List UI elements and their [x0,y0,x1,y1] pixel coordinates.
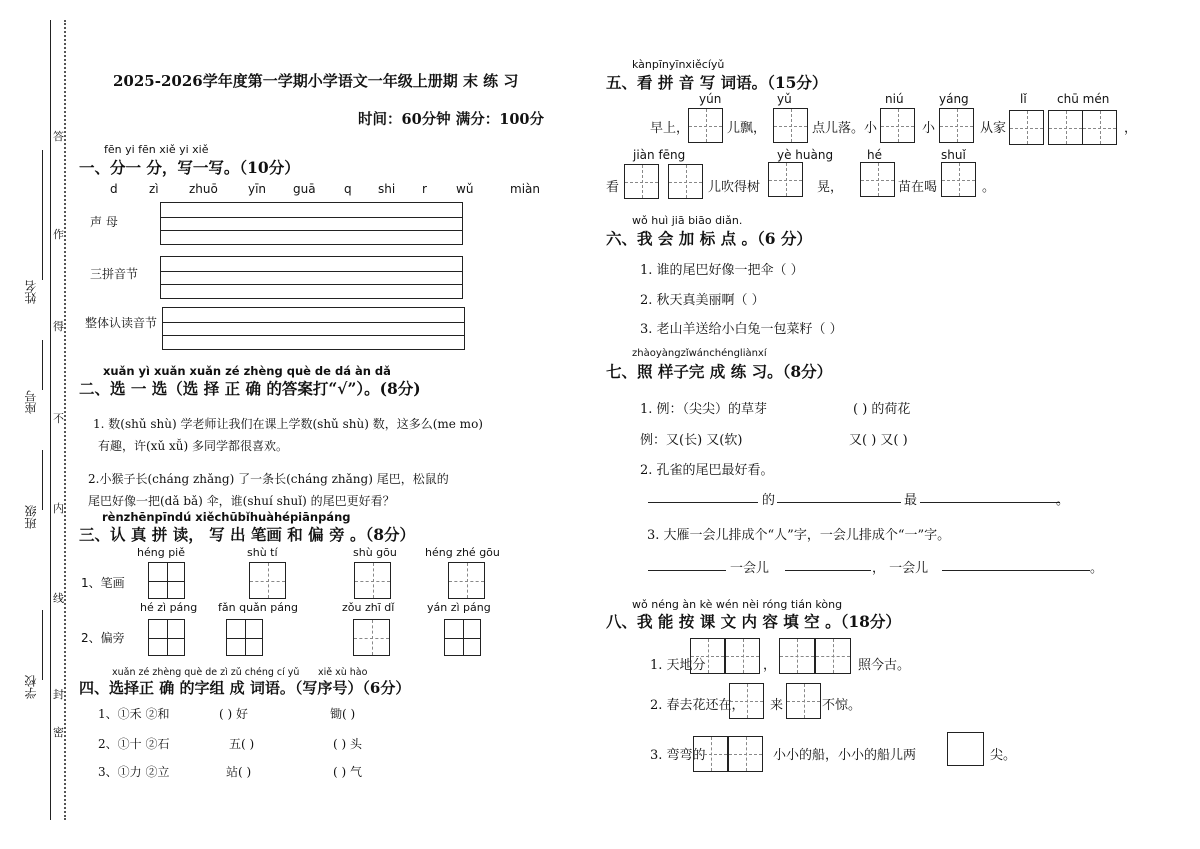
s8-q3b: 小小的船，小小的船儿两 [773,748,917,763]
s3-title: 三、认 真 拼 读， 写 出 笔画 和 偏 旁 。（8分） [79,525,415,544]
seat-label: 座号 [24,390,38,414]
word-box-he[interactable] [860,162,895,197]
s5-l1-d: 小 [922,121,936,136]
s5-py-he: hé [867,148,882,162]
s8-q3c: 尖。 [990,748,1017,763]
s5-py-jianfeng: jiàn fēng [633,148,686,162]
s8-q1c: 照今古。 [858,658,911,673]
word-box-yun[interactable] [688,108,723,143]
stroke-box-4[interactable] [448,562,485,599]
time-score: 时间：60分钟 满分：100分 [358,111,544,128]
s4-row2-choices: 2、①十 ②石 [98,737,170,751]
fill-box-q2-2[interactable] [786,683,821,719]
seal-char-7: 封 [53,688,64,701]
margin-dotted-line [64,20,66,820]
stroke-label: 1、笔画 [81,576,125,590]
s3-py-5: hé zì páng [140,601,198,614]
fill-box-q3-3[interactable] [947,732,984,766]
fill-box-q3-1[interactable] [693,736,728,772]
word-box-niu[interactable] [880,108,915,143]
s2-title: 二、选 一 选（选 择 正 确 的答案打“√”）。(8分) [79,379,421,398]
s2-q2b: 尾巴好像一把(dǎ bǎ) 伞，谁(shuí shuǐ) 的尾巴更好看？ [88,494,395,508]
s5-l2-e: 。 [982,180,996,195]
s7-q2-end: 。 [1056,493,1070,508]
s4-pinyin-1: xuǎn zé zhèng què de zì zǔ chéng cí yǔ [112,667,300,678]
s5-l1-c: 点儿落。小 [812,121,878,136]
seal-char-5: 内 [53,502,64,515]
s6-title: 六、我 会 加 标 点 。（6 分） [606,229,812,248]
seal-char-2: 作 [53,228,64,241]
s3-py-3: shù gōu [353,546,397,559]
s8-q2c: 不惊。 [822,698,862,713]
class-label: 班级 [24,505,38,529]
stroke-box-1[interactable] [148,562,185,599]
s7-title: 七、照 样子完 成 练 习。（8分） [606,362,833,381]
s7-q2-blank-3[interactable] [920,486,1060,503]
word-box-ye[interactable] [768,162,803,197]
s3-py-6: fǎn quǎn páng [218,601,298,614]
fill-box-q3-2[interactable] [728,736,763,772]
seat-blank[interactable] [42,340,43,390]
s2-pinyin: xuǎn yì xuǎn xuǎn zé zhèng què de dá àn dǎ [103,364,391,378]
s5-l2-d: 苗在喝 [898,180,938,195]
s5-l1-a: 早上， [650,121,690,136]
s3-py-1: héng piě [137,546,185,559]
s3-py-2: shù tí [247,546,278,559]
s5-py-shui: shuǐ [941,148,966,162]
s5-l1-b: 儿飘， [727,121,767,136]
s7-q3-b: ， 一会儿 [872,561,929,576]
name-blank[interactable] [42,150,43,280]
margin-solid-line [50,20,51,820]
s5-l2-b: 儿吹得树 [708,180,761,195]
s1-item: miàn [510,182,540,196]
s4-title: 四、选择正 确 的字组 成 词语。（写序号）（6分） [79,679,411,697]
radical-label: 2、偏旁 [81,631,125,645]
s1-item: zì [149,182,159,196]
s7-ex1: 1. 例：（尖尖）的草芽 [640,402,768,417]
s7-q2: 2. 孔雀的尾巴最好看。 [640,463,774,478]
s5-l2-c: 晃， [817,180,844,195]
s7-q3-a: 一会儿 [730,561,770,576]
radical-box-1[interactable] [148,619,185,656]
s7-q3-blank-1[interactable] [648,554,726,571]
s3-py-4: héng zhé gōu [425,546,500,559]
fill-box-q2-1[interactable] [729,683,764,719]
s7-q2-de: 的 [762,493,776,508]
s8-q3a: 3. 弯弯的 [650,748,706,763]
s7-q3: 3. 大雁一会儿排成个“人”字，一会儿排成个“一”字。 [647,528,951,543]
s5-py-li: lǐ [1020,92,1027,106]
s8-q2b: 来 [770,698,784,713]
word-box-yu[interactable] [773,108,808,143]
s5-py-yang: yáng [939,92,969,106]
seal-char-8: 密 [53,726,64,739]
s2-q1a: 1. 数(shǔ shù) 学老师让我们在课上学数(shǔ shù) 数，这多么(me mo) [93,417,483,431]
word-box-feng[interactable] [668,164,703,199]
s8-q1a: 1. 天地分 [650,658,706,673]
s8-title: 八、我 能 按 课 文 内 容 填 空 。（18分） [606,612,901,631]
exam-title: 2025-2026学年度第一学期小学语文一年级上册期 末 练 习 [113,72,519,90]
word-box-men[interactable] [1082,110,1117,145]
s4-row1-choices: 1、①禾 ②和 [98,707,170,721]
s5-pinyin: kànpīnyīnxiěcíyǔ [632,58,725,71]
s4-row3-b: ( ) 气 [333,765,362,779]
s4-row1-b: 锄( ) [330,707,356,721]
fill-box-q1-2[interactable] [725,638,760,674]
s1-item: yīn [248,182,267,196]
s8-q1b: ， [763,658,777,673]
fill-box-q1-4[interactable] [815,638,851,674]
s5-title: 五、看 拼 音 写 词语。（15分） [606,73,828,92]
s1-item: shi [378,182,396,196]
s7-q3-blank-3[interactable] [942,554,1090,571]
word-box-chu[interactable] [1048,110,1083,145]
s2-q2a: 2.小猴子长(cháng zhǎng) 了一条长(cháng zhǎng) 尾巴，松鼠的 [88,472,449,486]
s7-ex1b: ( ) 的荷花 [853,402,911,417]
s4-row3-a: 站( ) [226,765,252,779]
school-label: 学校 [24,675,38,699]
name-label: 姓名 [24,280,38,304]
s6-item-1: 1. 谁的尾巴好像一把伞（ ） [640,263,804,278]
row-label-whole: 整体认读音节 [85,316,158,330]
s4-row2-b: ( ) 头 [333,737,362,751]
s5-l1-e: 从家 [980,121,1007,136]
s1-item: wǔ [456,182,474,196]
row-label-triple: 三拼音节 [90,267,139,281]
radical-box-4[interactable] [444,619,481,656]
school-blank[interactable] [42,610,43,680]
seal-char-6: 线 [53,592,64,605]
s7-q3-blank-2[interactable] [785,554,871,571]
s6-pinyin: wǒ huì jiā biāo diǎn. [632,214,743,227]
s7-ex2: 例：又(长) 又(软) [640,433,743,448]
seal-char-1: 答 [53,130,64,143]
s3-py-7: zǒu zhī dǐ [342,601,395,614]
s6-item-2: 2. 秋天真美丽啊（ ） [640,293,765,308]
writing-lines-triple[interactable] [160,256,463,299]
s4-row3-choices: 3、①力 ②立 [98,765,170,779]
fill-box-q1-1[interactable] [690,638,725,674]
s5-py-yun: yún [699,92,722,106]
binding-margin [0,0,75,849]
radical-box-3[interactable] [353,619,390,656]
s8-pinyin: wǒ néng àn kè wén nèi róng tián kòng [632,598,843,611]
s8-q2a: 2. 春去花还在， [650,698,745,713]
stroke-box-2[interactable] [249,562,286,599]
word-box-li[interactable] [1009,110,1044,145]
s7-q2-zui: 最 [904,493,918,508]
s5-l2-a: 看 [606,180,620,195]
row-label-initials: 声 母 [90,215,118,229]
s1-item: q [344,182,352,196]
s4-row1-a: ( ) 好 [219,707,248,721]
fill-box-q1-3[interactable] [779,638,815,674]
word-box-jian[interactable] [624,164,659,199]
word-box-shui[interactable] [941,162,976,197]
seal-char-4: 不 [53,412,64,425]
s7-q2-blank-2[interactable] [777,486,901,503]
s5-py-yu: yǔ [777,92,792,106]
s1-item: d [110,182,118,196]
s1-pinyin: fēn yi fēn xiě yi xiě [104,143,209,156]
class-blank[interactable] [42,450,43,510]
radical-box-2[interactable] [226,619,263,656]
s7-pinyin: zhàoyàngzǐwánchéngliànxí [632,348,767,359]
s7-q2-blank-1[interactable] [648,486,758,503]
stroke-box-3[interactable] [354,562,391,599]
s2-q1b: 有趣，许(xǔ xǚ) 多同学都很喜欢。 [98,439,288,453]
s5-py-chumen: chū mén [1057,92,1110,106]
s3-py-8: yán zì páng [427,601,491,614]
s5-l1-f: ， [1124,121,1138,136]
s3-pinyin: rènzhēnpīndú xiěchūbǐhuàhépiānpáng [102,510,351,524]
writing-lines-whole[interactable] [162,307,465,350]
s4-pinyin-2: xiě xù hào [318,667,368,678]
s7-q3-end: 。 [1090,561,1104,576]
s4-row2-a: 五( ) [229,737,255,751]
word-box-yang[interactable] [939,108,974,143]
s1-item: zhuō [189,182,218,196]
seal-char-3: 得 [53,320,64,333]
s1-title: 一、分一 分，写一写。（10分） [79,158,300,177]
s1-item: guā [293,182,316,196]
s5-py-yehuang: yè huàng [777,148,834,162]
s6-item-3: 3. 老山羊送给小白兔一包菜籽（ ） [640,322,843,337]
s7-ex2b: 又( ) 又( ) [849,433,908,448]
s1-item: r [422,182,427,196]
s5-py-niu: niú [885,92,904,106]
writing-lines-initials[interactable] [160,202,463,245]
